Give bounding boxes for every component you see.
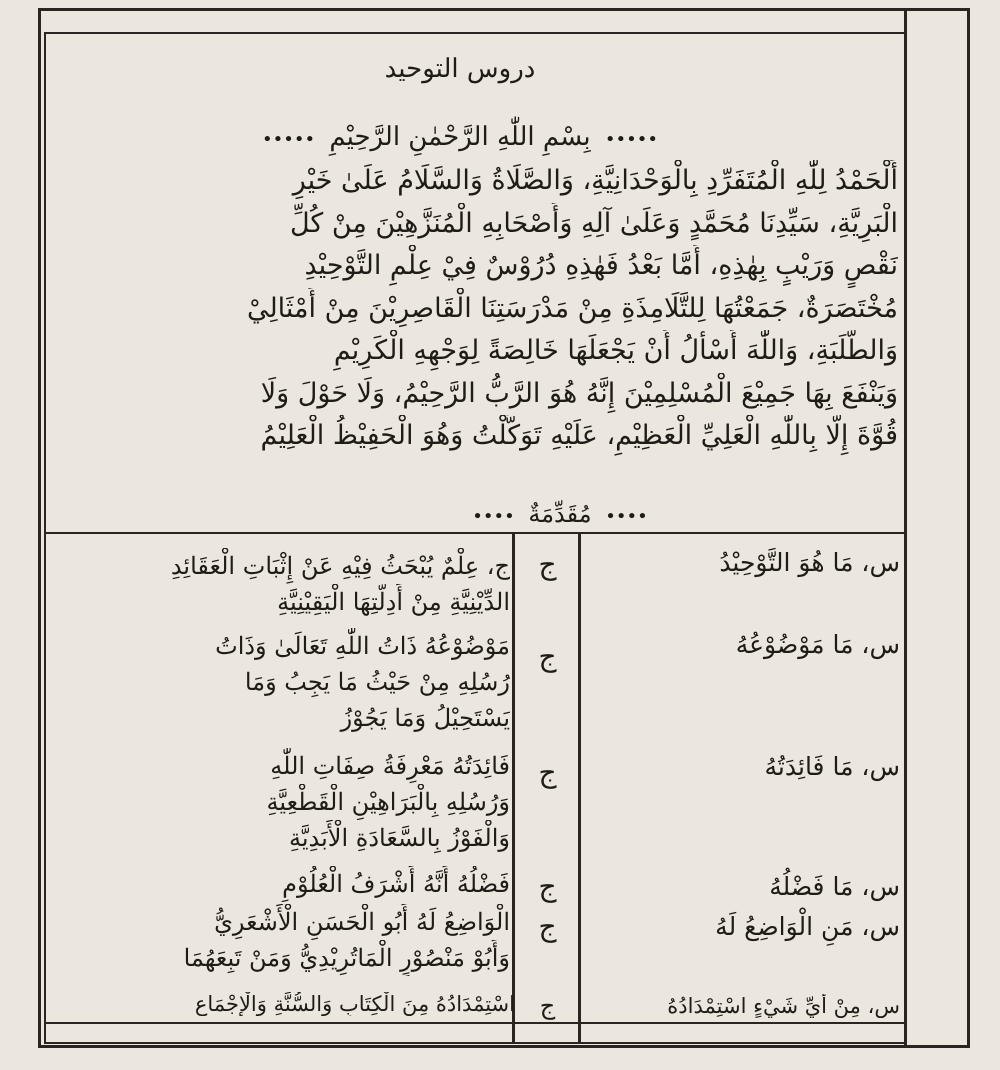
column-divider (578, 534, 581, 1044)
question-5: س، مَنِ الْوَاضِعُ لَهُ (715, 912, 900, 941)
intro-line: مُخْتَصَرَةٌ، جَمَعْتُهَا لِلتَّلَامِذَةِ مِنْ مَدْرَسَتِنَا الْقَاصِرِيْنَ مِنْ أَمْثَالِيْ (246, 292, 898, 324)
page-title: دروس التوحيد (384, 54, 536, 84)
margin-rule (904, 8, 907, 1048)
answer-4 (60, 866, 510, 902)
answer-line: الدِّيْنِيَّةِ مِنْ أَدِلَّتِهَا الْيَقِيْنِيَّةِ (277, 588, 510, 616)
answer-line: يَسْتَحِيْلُ وَمَا يَجُوْزُ (340, 704, 510, 732)
answer-mark: ج (538, 756, 557, 789)
answer-line: وَالْفَوْزُ بِالسَّعَادَةِ الْأَبَدِيَّةِ (288, 824, 510, 852)
intro-line: نَقْصٍ وَرَيْبٍ بِهٰذِهِ، أَمَّا بَعْدُ فَهٰذِهِ دُرُوْسٌ فِيْ عِلْمِ التَّوْحِيْدِ (304, 250, 898, 281)
answer-mark: ج (538, 640, 557, 673)
answer-mark: ج (538, 910, 557, 943)
intro-line: أَلْحَمْدُ لِلّٰهِ الْمُتَفَرِّدِ بِالْوَحْدَانِيَّةِ، وَالصَّلَاةُ وَالسَّلَامُ عَلَىٰ خَيْرِ (292, 165, 898, 196)
section-title: مُقَدِّمَةٌ (528, 500, 592, 528)
table-top-rule (44, 532, 906, 534)
question-1: س، مَا هُوَ التَّوْحِيْدُ (719, 548, 900, 577)
answer-line: مَوْضُوْعُهُ ذَاتُ اللّٰهِ تَعَالَىٰ وَذَاتُ (215, 632, 510, 660)
answer-mark: ج (539, 992, 556, 1020)
basmala-line (180, 122, 740, 152)
answer-line: فَائِدَتُهُ مَعْرِفَةُ صِفَاتِ اللّٰهِ (270, 752, 510, 780)
question-3: س، مَا فَائِدَتُهُ (764, 752, 900, 781)
answer-6: اسْتِمْدَادُهُ مِنَ الْكِتَابِ وَالسُّنَّةِ وَالْإِجْمَاعِ (194, 992, 515, 1016)
question-6: س، مِنْ أَيِّ شَيْءٍ اسْتِمْدَادُهُ (667, 994, 900, 1018)
answer-line: فَضْلُهُ أَنَّهُ أَشْرَفُ الْعُلُوْمِ (282, 870, 510, 898)
column-divider (512, 534, 515, 1044)
answer-mark: ج (538, 548, 557, 581)
answer-mark: ج (538, 870, 557, 903)
ornament-right: •••• (472, 506, 515, 527)
question-4: س، مَا فَضْلُهُ (769, 872, 900, 901)
question-2: س، مَا مَوْضُوْعُهُ (735, 630, 900, 659)
answer-line: وَأَبُوْ مَنْصُوْرٍ الْمَاتُرِيْدِيُّ وَمَنْ تَبِعَهُمَا (183, 944, 510, 972)
ornament-left: ••••• (604, 129, 659, 150)
ornament-right: ••••• (261, 129, 316, 150)
table-bottom-rule (44, 1022, 906, 1024)
answer-1 (60, 548, 510, 620)
answer-line: ج، عِلْمٌ يُبْحَثُ فِيْهِ عَنْ إِثْبَاتِ الْعَقَائِدِ (170, 552, 510, 580)
basmala: بِسْمِ اللّٰهِ الرَّحْمٰنِ الرَّحِيْمِ (329, 122, 591, 152)
section-heading (380, 500, 740, 528)
intro-line: قُوَّةَ إِلَّا بِاللّٰهِ الْعَلِيِّ الْعَظِيْمِ، عَلَيْهِ تَوَكَّلْتُ وَهُوَ الْحَفِيْظُ الْعَلِيْمُ (260, 420, 898, 451)
introduction-paragraph (62, 160, 898, 458)
ornament-left: •••• (605, 506, 648, 527)
intro-line: الْبَرِيَّةِ، سَيِّدِنَا مُحَمَّدٍ وَعَلَىٰ آلِهِ وَأَصْحَابِهِ الْمُنَزَّهِيْنَ مِنْ كُلِّ (289, 207, 898, 239)
answer-line: الْوَاضِعُ لَهُ أَبُو الْحَسَنِ الْأَشْعَرِيُّ (214, 908, 510, 936)
answer-3 (60, 748, 510, 856)
intro-line: وَالطَّلَبَةِ، وَاللّٰهَ أَسْأَلُ أَنْ يَجْعَلَهَا خَالِصَةً لِوَجْهِهِ الْكَرِيْمِ (333, 335, 898, 366)
answer-line: وَرُسُلِهِ بِالْبَرَاهِيْنِ الْقَطْعِيَّةِ (266, 788, 510, 816)
answer-5 (60, 904, 510, 976)
answer-line: رُسُلِهِ مِنْ حَيْثُ مَا يَجِبُ وَمَا (244, 668, 510, 696)
intro-line: وَيَنْفَعَ بِهَا جَمِيْعَ الْمُسْلِمِيْنَ إِنَّهُ هُوَ الرَّبُّ الرَّحِيْمُ، وَلَا حَوْلَ وَلَا (260, 377, 898, 409)
answer-2 (60, 628, 510, 736)
